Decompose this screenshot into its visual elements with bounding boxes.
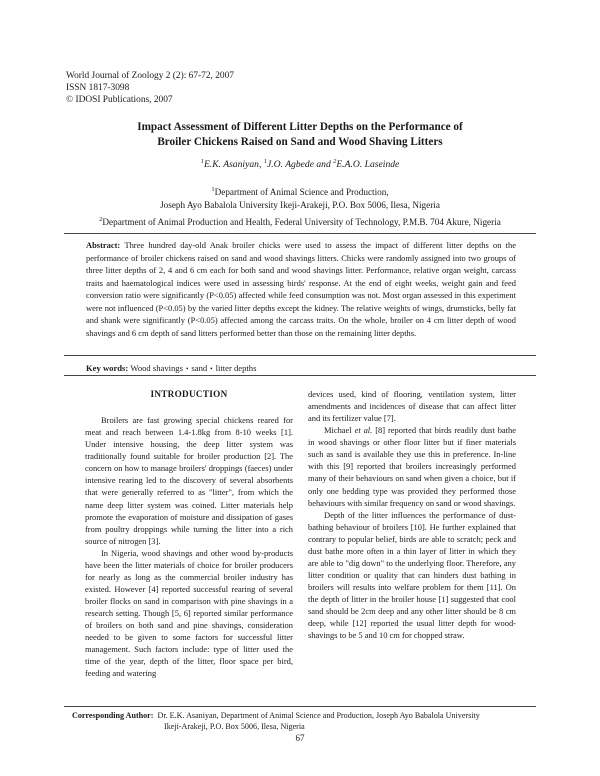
abstract-text: Three hundred day-old Anak broiler chicks were used to assess the impact of different litter depths on the performance of broiler chickens raised on sand and wood shavings litters. Chicks were randomly assigned into two groups of three litter depths of 2, 4 and 6 cm each for both sand and wood shavings litter. Performance, relative organ weight, carcass traits and haematological indices were used in assessing birds' response. At the end of eight weeks, weight gain and feed conversion ratio were significantly (P<0.05) affected while feed consumption was not. Most organ assessed in this experiment were not influenced (P<0.05) by the varied litter depths except the kidney. The relative weights of wings, drumsticks, belly fat and shank were significantly (P<0.05) affected among the carcass traits. On the whole, broiler on 4 cm litter depth of wood shavings and 6 cm depth of sand litters performed better than those on the remaining litter depths. <box>86 240 516 338</box>
journal-issn: ISSN 1817-3098 <box>66 83 130 94</box>
author-1-sup: 1 <box>200 158 204 165</box>
author-2-sup: 1 <box>263 158 267 165</box>
title-line-1: Impact Assessment of Different Litter Depths on the Performance of <box>137 121 463 133</box>
affiliation-1-line-2: Joseph Ayo Babalola University Ikeji-Arakeji, P.O. Box 5006, Ilesa, Nigeria <box>160 200 440 211</box>
author-3-sup: 2 <box>333 158 337 165</box>
title-line-2: Broiler Chickens Raised on Sand and Wood Shaving Litters <box>157 136 443 148</box>
body-column-left <box>85 388 293 679</box>
author-1-name: E.K. Asaniyan <box>203 159 259 171</box>
keywords-bottom-rule <box>64 375 536 376</box>
journal-citation: World Journal of Zoology 2 (2): 67-72, 2007 <box>66 71 234 81</box>
keyword-1: Wood shavings <box>130 363 183 373</box>
affiliation-2-dept: Department of Animal Production and Health, Federal University of Technology, P.M.B. 704 Akure, Nigeria <box>102 216 501 227</box>
section-heading-introduction: INTRODUCTION <box>150 389 228 399</box>
author-list: $^1$E.K. Asaniyan, $^1$J.O. Agbede and $^2$E.A.O. Laseinde <box>200 158 400 171</box>
right-p2-start: Michael <box>324 425 355 436</box>
author-3-name: E.A.O. Laseinde <box>336 159 400 171</box>
affiliation-1-line-1 <box>40 183 560 199</box>
journal-copyright: © IDOSI Publications, 2007 <box>66 95 173 106</box>
footer-rule <box>64 706 536 707</box>
footer-address-2: Ikeji-Arakeji, P.O. Box 5006, Ilesa, Nigeria <box>164 722 305 731</box>
author-2-name: J.O. Agbede <box>266 159 314 171</box>
keyword-2: sand <box>191 363 208 373</box>
keyword-separator-icon: • <box>210 365 213 373</box>
affiliation-1-sup: 1 <box>211 186 215 193</box>
keyword-separator-icon: • <box>185 365 189 373</box>
right-paragraph-1: devices used, kind of flooring, ventilation system, litter amendments and incidences of disease that can affect litter and its fertilizer value [7]. <box>308 389 516 424</box>
right-p2-etal: et al. <box>354 425 373 436</box>
footer-label: Corresponding Author: <box>72 711 154 720</box>
keyword-3: litter depths <box>215 363 257 373</box>
abstract-top-rule <box>64 233 536 234</box>
right-paragraph-2 <box>308 424 516 508</box>
footer-line-1 <box>72 710 542 721</box>
keywords-label: Key words: <box>86 363 129 373</box>
affiliation-2 <box>40 213 560 229</box>
abstract <box>86 239 516 339</box>
page-number: 67 <box>295 733 305 743</box>
left-paragraph-2: In Nigeria, wood shavings and other wood by-products have been the litter materials of choice for broiler producers for nearly as long as the commercial broiler industry has existed. However [4] reported successful rearing of several broiler flocks on sand in comparison with pine shavings in a research setting. Though [5, 6] reported similar performance of broilers on both sand and pine shavings, consideration needed to be given to some factors for successful litter management. Such factors include: type of litter used the time of the year, depth of the litter, floor space per bird, feeding and watering <box>85 547 293 679</box>
abstract-label: Abstract: <box>86 240 121 250</box>
paper-title <box>60 120 540 150</box>
body-column-right <box>308 388 516 641</box>
affiliation-1-dept: Department of Animal Science and Production, <box>214 187 389 198</box>
left-paragraph-1: Broilers are fast growing special chickens reared for meat and reach between 1.4-1.8kg from 8-10 weeks [1]. Under intensive housing, the deep litter system was traditionally found suitable for broiler production [2]. The concern on how to manage broilers' droppings (faeces) under intensive rearing led to the discovery of several absorbents that were generally referred to as "litter", from which the name deep litter system was coined. Litter materials help promote the evaporation of moisture and dissipation of gases from poultry droppings while turning the litter into a rich source of nitrogen [3]. <box>85 415 293 546</box>
affiliations <box>40 183 560 229</box>
corresponding-author <box>72 710 542 732</box>
abstract-bottom-rule <box>64 355 536 356</box>
right-p2-rest: [8] reported that birds readily dust bathe in wood shavings or other floor litter but if finer materials such as sand is available they use this in preference. In-line with this [9] reported that broilers increasingly performed many of their behaviours on sand when given a choice, but if only one bedding type was provided they performed those behaviours with similar frequency on sand or wood shavings. <box>308 425 516 508</box>
right-paragraph-3: Depth of the litter influences the performance of dust-bathing behaviour of broilers [10]. He further explained that contrary to popular belief, birds are able to scratch; peck and dust bathe more often in a thin layer of litter in which they are able to "dig down" to the underlying floor. Therefore, any litter condition or quality that can hinders dust bathing in broilers will results into welfare problem for them [11]. On the depth of litter in the broiler house [1] suggested that cool sand should be 2cm deep and any other litter should be 8 cm deep, while [12] reported the usual litter depth for wood-shavings to be 5 and 10 cm for chopped straw. <box>308 509 516 641</box>
footer-address-1: Dr. E.K. Asaniyan, Department of Animal Science and Production, Joseph Ayo Babalola University <box>157 711 480 720</box>
journal-header <box>66 70 234 107</box>
affiliation-2-sup: 2 <box>99 215 103 223</box>
keywords <box>86 363 516 373</box>
